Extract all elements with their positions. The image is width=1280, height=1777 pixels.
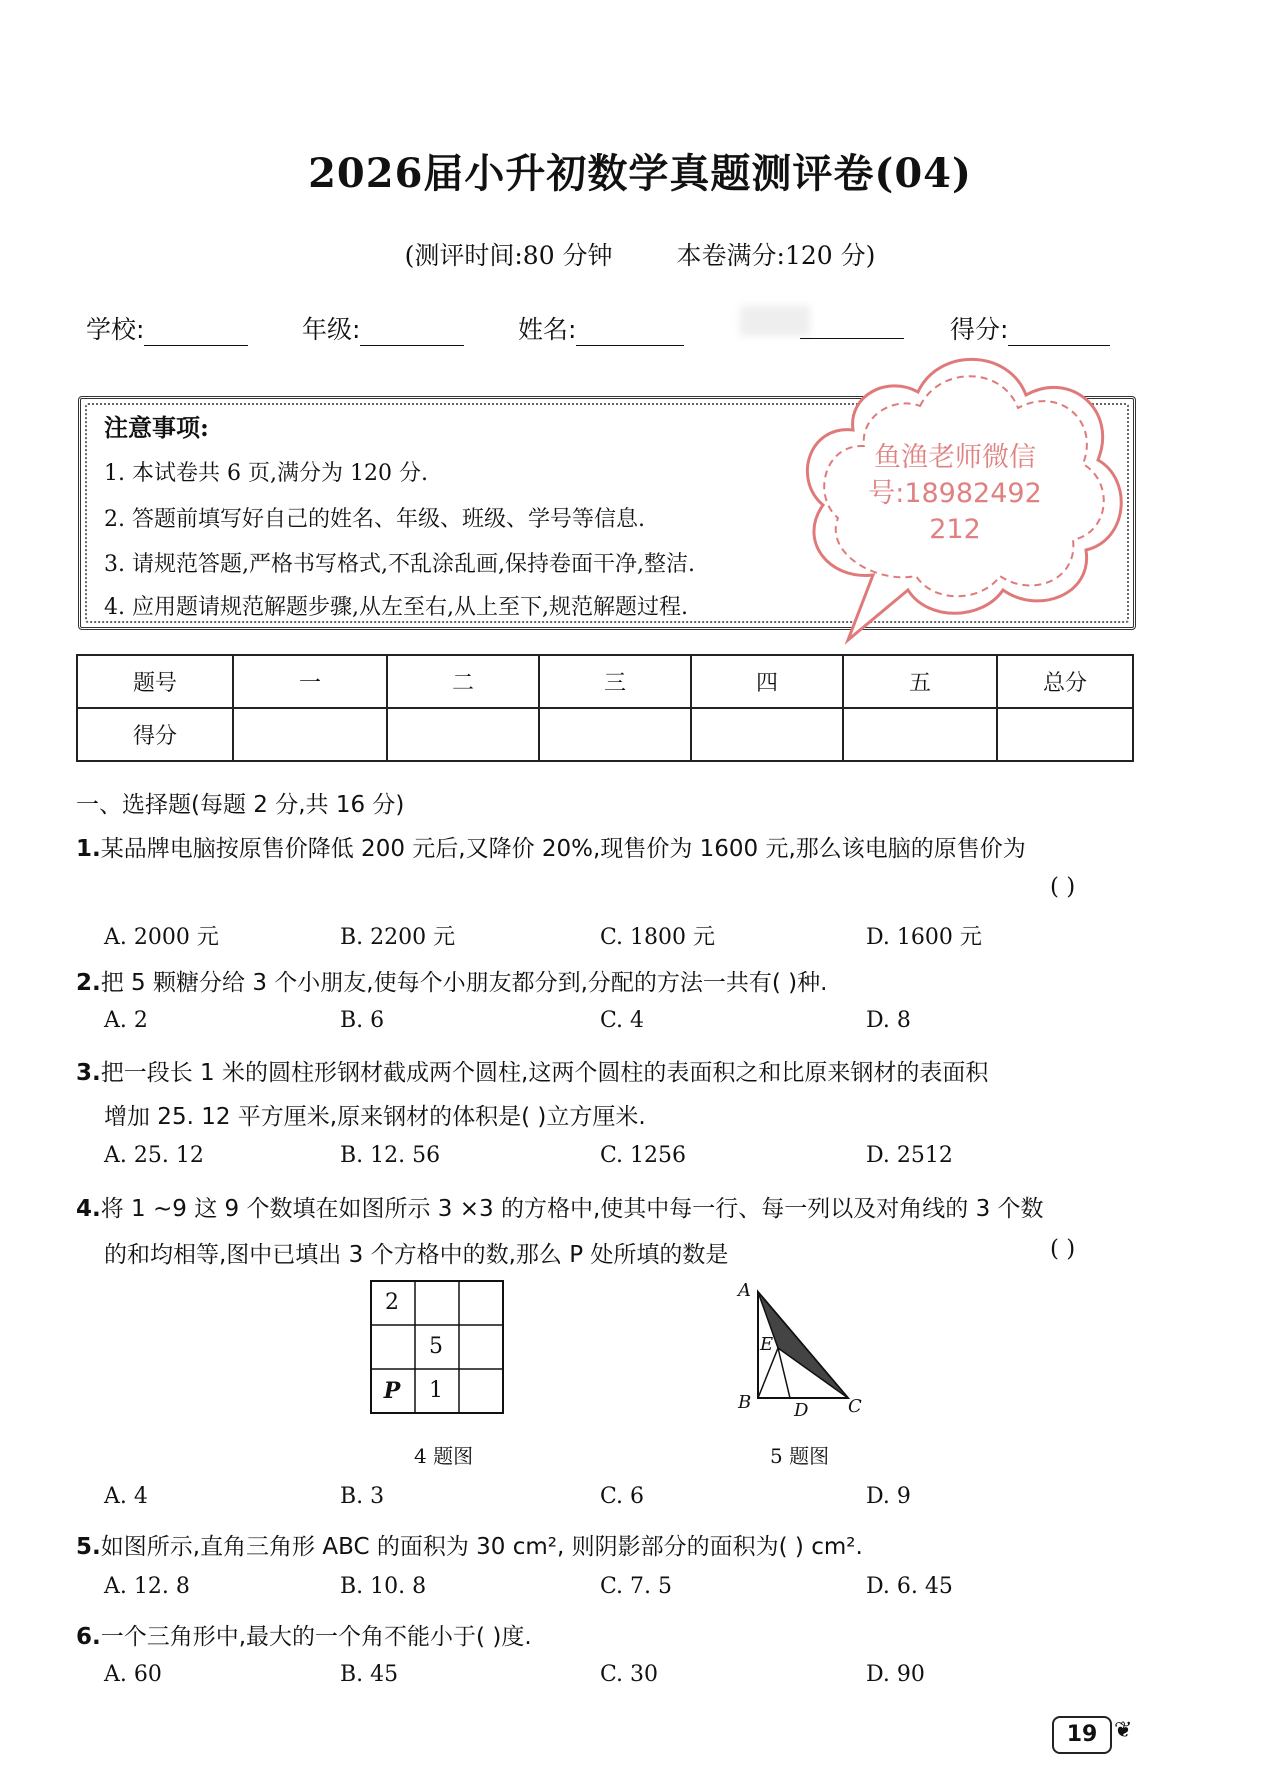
question-3: 3.把一段长 1 米的圆柱形钢材截成两个圆柱,这两个圆柱的表面积之和比原来钢材的表面积: [76, 1060, 989, 1086]
option: D. 1600 元: [866, 925, 982, 950]
option: D. 2512: [866, 1143, 953, 1168]
option: D. 6. 45: [866, 1574, 953, 1599]
option: D. 9: [866, 1484, 911, 1509]
grade-blank: [360, 321, 464, 346]
option: B. 10. 8: [340, 1574, 427, 1599]
option: C. 30: [600, 1662, 659, 1687]
label-d: D: [794, 1400, 809, 1421]
table-row: [77, 708, 1133, 761]
table-row-label: 得分: [77, 708, 233, 761]
option: C. 1800 元: [600, 925, 716, 950]
option: B. 6: [340, 1008, 385, 1033]
school-field: 学校:: [86, 310, 248, 346]
question-4-line2: 的和均相等,图中已填出 3 个方格中的数,那么 P 处所填的数是: [104, 1242, 729, 1268]
option: C. 1256: [600, 1143, 687, 1168]
figure-4-caption: 4 题图: [414, 1444, 474, 1468]
question-2: 2.把 5 颗糖分给 3 个小朋友,使每个小朋友都分到,分配的方法一共有( )种.: [76, 970, 828, 996]
table-header: 二: [387, 655, 539, 708]
table-cell: [691, 708, 843, 761]
table-cell: [387, 708, 539, 761]
school-blank: [144, 321, 248, 346]
exam-subtitle: [0, 236, 1280, 272]
page-title: 2026届小升初数学真题测评卷(04): [308, 150, 972, 197]
notice-title: 注意事项:: [104, 413, 209, 442]
decorative-leaf-icon: ❦: [1114, 1718, 1133, 1743]
notice-item: 1. 本试卷共 6 页,满分为 120 分.: [104, 461, 428, 486]
table-cell: [539, 708, 691, 761]
option: C. 7. 5: [600, 1574, 673, 1599]
table-cell: [843, 708, 997, 761]
grid-cell: 5: [429, 1334, 443, 1359]
table-cell: [997, 708, 1133, 761]
option: A. 60: [104, 1662, 162, 1687]
answer-paren: ( ): [1050, 874, 1076, 900]
watermark-text: 鱼渔老师微信 号:18982492 212: [868, 442, 1042, 545]
grid-cell: 1: [429, 1378, 443, 1403]
question-1: 1.某品牌电脑按原售价降低 200 元后,又降价 20%,现售价为 1600 元,那么该电脑的原售价为: [76, 836, 1026, 862]
extra-blank: [800, 314, 904, 339]
notice-item: 3. 请规范答题,严格书写格式,不乱涂乱画,保持卷面干净,整洁.: [104, 552, 695, 577]
grid-cell: 2: [385, 1290, 399, 1315]
label-e: E: [760, 1334, 774, 1355]
option: C. 6: [600, 1484, 645, 1509]
option: A. 4: [104, 1484, 148, 1509]
option: D. 90: [866, 1662, 925, 1687]
table-header: 三: [539, 655, 691, 708]
label-c: C: [848, 1396, 862, 1417]
question-4: 4.将 1 ~9 这 9 个数填在如图所示 3 ×3 的方格中,使其中每一行、每一列以及对角线的 3 个数: [76, 1196, 1044, 1222]
notice-item: 4. 应用题请规范解题步骤,从左至右,从上至下,规范解题过程.: [104, 595, 688, 620]
table-header: 一: [233, 655, 387, 708]
score-field: 得分:: [950, 310, 1110, 346]
option: B. 12. 56: [340, 1143, 441, 1168]
figure-5-caption: 5 题图: [770, 1444, 830, 1468]
table-header: 总分: [997, 655, 1133, 708]
class-blank-field: [800, 310, 904, 339]
section-heading: 一、选择题(每题 2 分,共 16 分): [76, 792, 405, 818]
table-header: 题号: [77, 655, 233, 708]
grid-cell-p: P: [383, 1378, 401, 1404]
time-limit: (测评时间:80 分钟: [404, 241, 613, 270]
option: D. 8: [866, 1008, 911, 1033]
option: B. 3: [340, 1484, 385, 1509]
score-table: [76, 654, 1134, 762]
name-blank: [576, 321, 684, 346]
option: A. 2: [104, 1008, 148, 1033]
page-number: 19: [1052, 1716, 1112, 1754]
question-3-line2: 增加 25. 12 平方厘米,原来钢材的体积是( )立方厘米.: [104, 1104, 646, 1130]
question-5: 5.如图所示,直角三角形 ABC 的面积为 30 cm², 则阴影部分的面积为( ) cm².: [76, 1534, 863, 1560]
table-header: 五: [843, 655, 997, 708]
option: A. 12. 8: [104, 1574, 190, 1599]
option: A. 25. 12: [104, 1143, 204, 1168]
grade-field: 年级:: [302, 310, 464, 346]
label-a: A: [738, 1280, 751, 1301]
question-6: 6.一个三角形中,最大的一个角不能小于( )度.: [76, 1624, 532, 1650]
option: B. 45: [340, 1662, 399, 1687]
full-score: 本卷满分:120 分): [676, 241, 876, 270]
table-cell: [233, 708, 387, 761]
table-row: [77, 655, 1133, 708]
name-field: 姓名:: [518, 310, 684, 346]
answer-paren: ( ): [1050, 1236, 1076, 1262]
notice-item: 2. 答题前填写好自己的姓名、年级、班级、学号等信息.: [104, 507, 645, 532]
option: B. 2200 元: [340, 925, 456, 950]
option: A. 2000 元: [104, 925, 219, 950]
option: C. 4: [600, 1008, 645, 1033]
label-b: B: [738, 1392, 752, 1413]
table-header: 四: [691, 655, 843, 708]
